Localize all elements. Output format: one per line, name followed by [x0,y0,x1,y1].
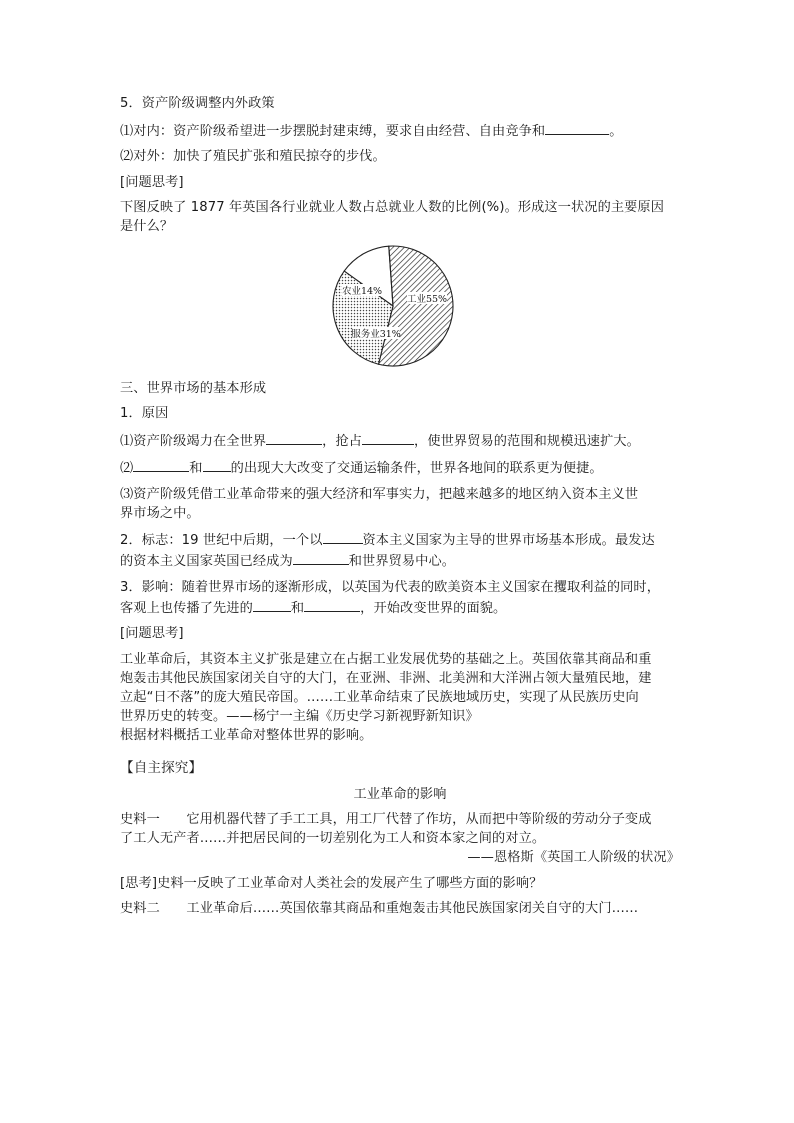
section-3-2-cont: 的资本主义国家英国已经成为 和世界贸易中心。 [120,550,680,571]
fill-blank[interactable] [293,550,349,565]
material-1-text: 史料一 它用机器代替了手工工具，用工厂代替了作坊，从而把中等阶级的劳动分子变成 [120,812,652,827]
question-tag: [问题思考] [120,174,184,190]
question-2-text: 炮轰击其他民族国家闭关自守的大门，在亚洲、非洲、北美洲和大洋洲占领大量殖民地，建 [120,670,652,686]
question-1-text-cont: 是什么？ [120,219,174,234]
section-5-item-1: ⑴对内：资产阶级希望进一步摆脱封建束缚，要求自由经营、自由竞争和 。 [120,120,680,141]
section-3-3: 3．影响：随着世界市场的逐渐形成，以英国为代表的欧美资本主义国家在攫取利益的同时， [120,579,660,595]
material-2-text: 史料二 工业革命后……英国依靠其商品和重炮轰击其他民族国家闭关自守的大门…… [120,901,639,916]
think-question: [思考]史料一反映了工业革命对人类社会的发展产生了哪些方面的影响？ [120,875,543,891]
fill-blank[interactable] [362,430,414,445]
question-2-source: 世界历史的转变。——杨宁一主编《历史学习新视野新知识》 [120,708,479,724]
section-3-2: 2．标志：19 世纪中后期，一个以 资本主义国家为主导的世界市场基本形成。最发达 [120,529,680,550]
explore-title: 工业革命的影响 [353,786,447,802]
pie-slice-label: 服务业31% [351,328,401,340]
section-5-title: 5．资产阶级调整内外政策 [120,96,275,111]
question-1-text: 下图反映了 1877 年英国各行业就业人数占总就业人数的比例(%)。形成这一状况的主要原因 [120,200,665,215]
fill-blank[interactable] [253,597,291,612]
fill-blank[interactable] [203,457,231,472]
section-3-1-title: 1．原因 [120,406,169,421]
explore-heading: 【自主探究】 [120,760,203,776]
pie-slice-label: 工业55% [406,293,448,305]
section-3-1-item-2: ⑵ 和 的出现大大改变了交通运输条件，世界各地间的联系更为便捷。 [120,457,680,478]
section-3-title: 三、世界市场的基本形成 [120,380,267,396]
document-page [120,94,680,925]
pie-slice-label: 农业14% [341,285,383,297]
fill-blank[interactable] [266,430,322,445]
section-3-1-item-1: ⑴资产阶级竭力在全世界 ，抢占 ，使世界贸易的范围和规模迅速扩大。 [120,430,680,451]
fill-blank[interactable] [304,597,360,612]
section-3-1-item-3: ⑶资产阶级凭借工业革命带来的强大经济和军事实力，把越来越多的地区纳入资本主义世 [120,486,639,502]
fill-blank[interactable] [545,120,609,135]
pie-chart-svg [329,243,459,371]
pie-chart [120,243,680,371]
fill-blank[interactable] [323,529,363,544]
material-1-text: 了工人无产者……并把居民间的一切差别化为工人和资本家之间的对立。 [120,831,546,846]
question-2-text: 工业革命后，其资本主义扩张是建立在占据工业发展优势的基础之上。英国依靠其商品和重 [120,651,652,667]
section-3-1-item-3-cont: 界市场之中。 [120,505,200,521]
question-tag: [问题思考] [120,626,184,641]
fill-blank[interactable] [133,457,189,472]
section-5-item-2: ⑵对外：加快了殖民扩张和殖民掠夺的步伐。 [120,149,386,164]
question-2-text: 立起“日不落”的庞大殖民帝国。……工业革命结束了民族地域历史，实现了从民族历史向 [120,689,639,705]
section-3-3-cont: 客观上也传播了先进的 和 ，开始改变世界的面貌。 [120,597,680,618]
question-2-prompt: 根据材料概括工业革命对整体世界的影响。 [120,727,373,743]
material-1-source: ——恩格斯《英国工人阶级的状况》 [467,850,680,865]
